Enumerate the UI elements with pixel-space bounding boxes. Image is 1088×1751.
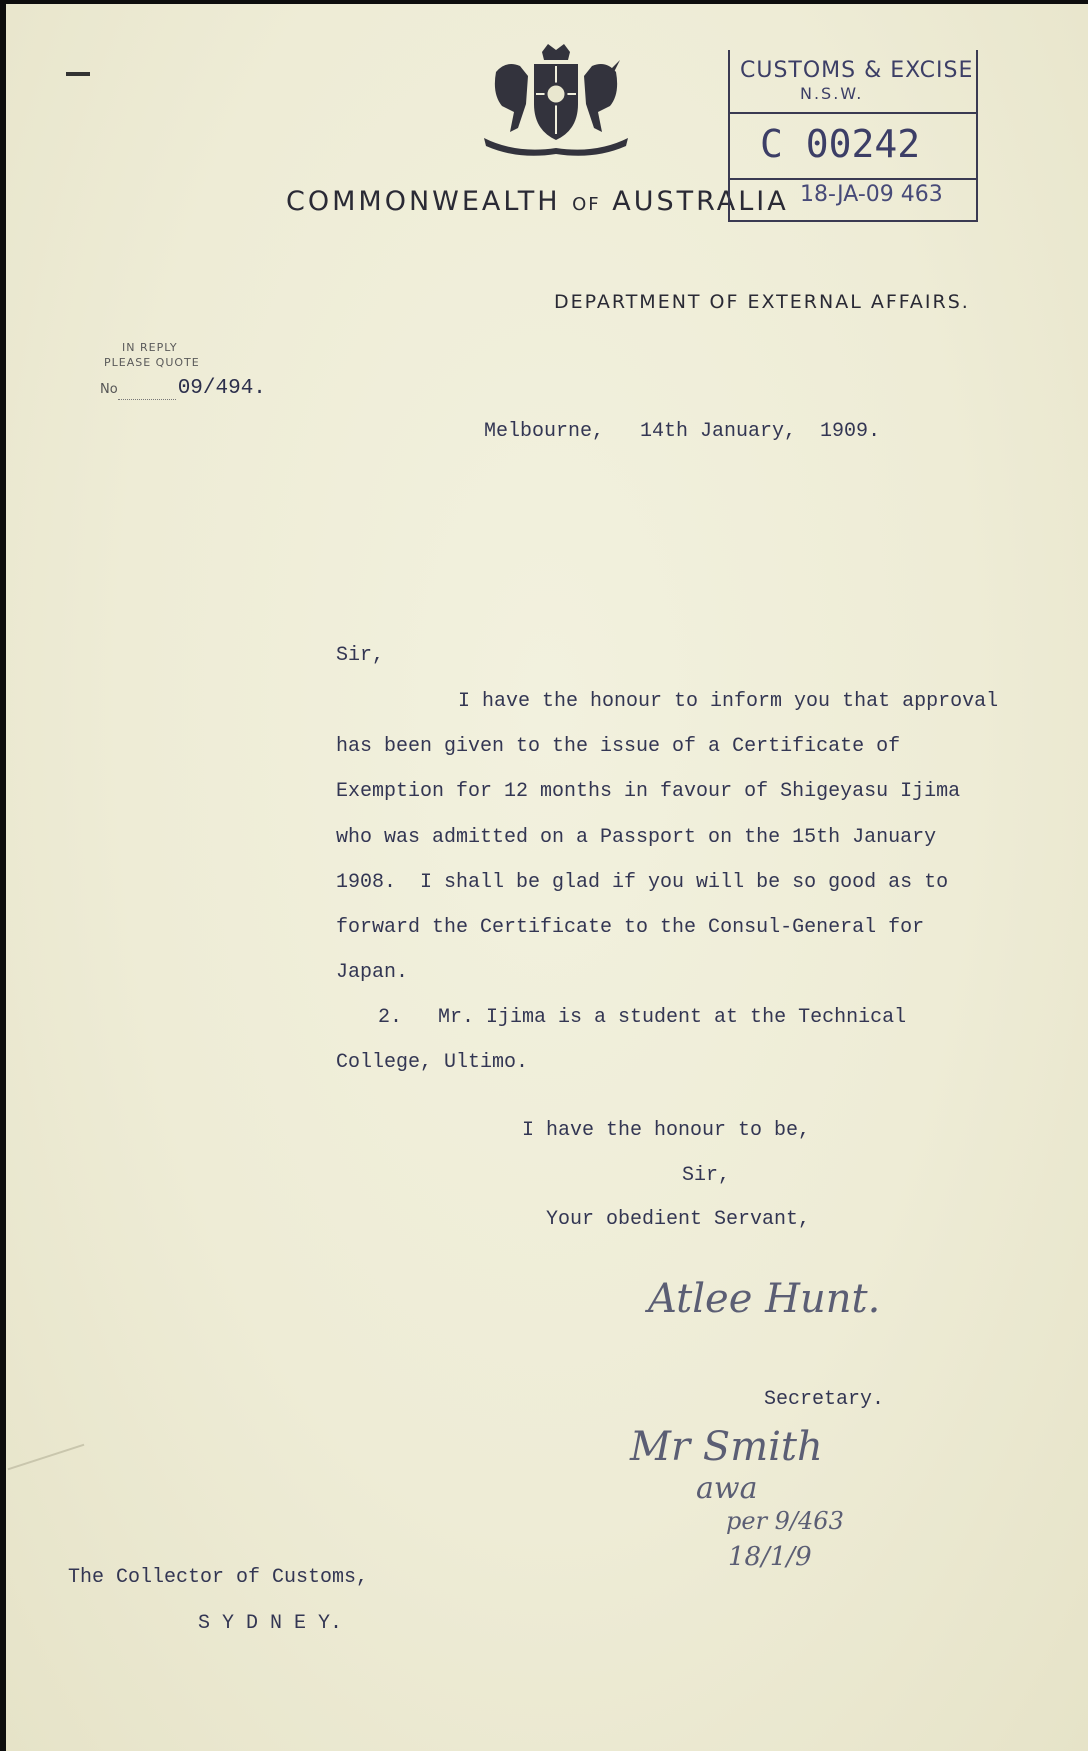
closing-line: Your obedient Servant,	[546, 1208, 811, 1231]
reply-label-2: PLEASE QUOTE	[104, 356, 200, 369]
sign-title: Secretary.	[764, 1388, 885, 1411]
body-line: forward the Certificate to the Consul-General for	[336, 916, 925, 939]
annotation-line: 18/1/9	[728, 1542, 812, 1572]
body-line: has been given to the issue of a Certificate of	[336, 735, 901, 758]
stamp-date: 18-JA-09 463	[800, 182, 943, 207]
body-line: College, Ultimo.	[336, 1051, 529, 1074]
stamp-line-1: CUSTOMS & EXCISE	[740, 58, 974, 83]
reference-dotted-line	[118, 399, 176, 400]
signature: Atlee Hunt.	[648, 1276, 881, 1322]
salutation: Sir,	[336, 644, 385, 667]
coat-of-arms-emblem	[476, 42, 636, 157]
letterhead-title-of: OF	[572, 194, 601, 215]
body-line: 2. Mr. Ijima is a student at the Technical	[378, 1006, 907, 1029]
reference-number	[100, 377, 266, 400]
letterhead-title-2: AUSTRALIA	[612, 186, 789, 217]
place-and-date: Melbourne, 14th January, 1909.	[484, 420, 881, 443]
stamp-line-2: N.S.W.	[800, 84, 864, 103]
stamp-rule	[730, 112, 976, 114]
body-line: 1908. I shall be glad if you will be so good as to	[336, 871, 949, 894]
ink-mark	[66, 72, 90, 84]
reference-no-value: 09/494.	[177, 377, 266, 400]
paper-crease	[8, 1444, 85, 1471]
body-line: I have the honour to inform you that approval	[458, 690, 999, 713]
stamp-rule	[730, 178, 976, 180]
body-line: Exemption for 12 months in favour of Shigeyasu Ijima	[336, 780, 961, 803]
customs-received-stamp	[728, 50, 978, 222]
reply-label-1: IN REPLY	[122, 341, 178, 354]
closing-line: Sir,	[682, 1164, 731, 1187]
body-line: Japan.	[336, 961, 409, 984]
letterhead-title	[286, 186, 789, 217]
letter-page	[6, 4, 1088, 1751]
annotation-line: Mr Smith	[630, 1424, 823, 1470]
stamp-number: C 00242	[760, 122, 921, 166]
closing-line: I have the honour to be,	[522, 1119, 811, 1142]
department-name: DEPARTMENT OF EXTERNAL AFFAIRS.	[554, 291, 970, 313]
annotation-line: per 9/463	[726, 1507, 844, 1535]
reference-no-label: No	[100, 382, 118, 397]
letterhead-title-1: COMMONWEALTH	[286, 186, 561, 217]
body-line: who was admitted on a Passport on the 15th January	[336, 826, 937, 849]
addressee-line: The Collector of Customs,	[68, 1566, 369, 1589]
annotation-line: awa	[696, 1471, 758, 1506]
addressee-line: S Y D N E Y.	[198, 1612, 343, 1635]
